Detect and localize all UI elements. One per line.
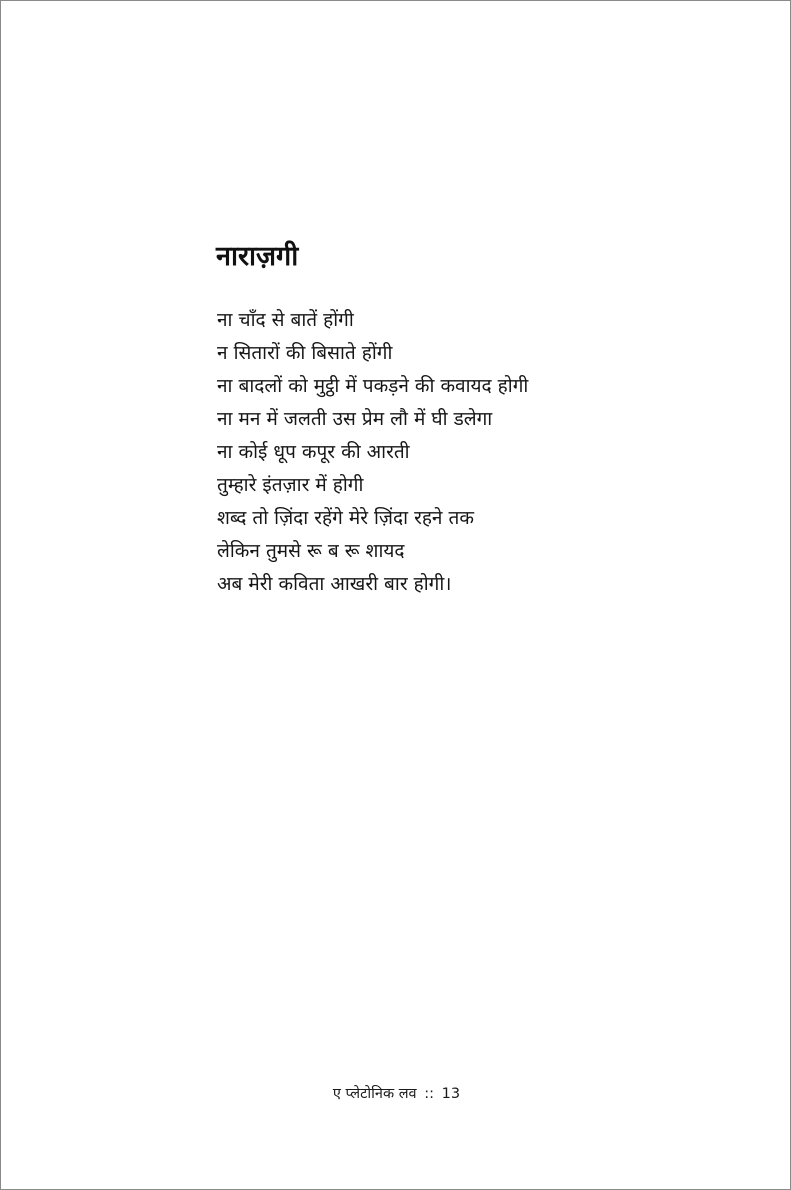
page-number: 13 <box>441 1086 461 1102</box>
page-footer <box>1 1081 791 1107</box>
poem-body <box>217 304 528 601</box>
poem-line-1: ना चाँद से बातें होंगी <box>217 309 354 331</box>
poem-line-5: ना कोई धूप कपूर की आरती <box>217 441 410 463</box>
poem-line-2: न सितारों की बिसाते होंगी <box>217 342 393 364</box>
poem-line-8: लेकिन तुमसे रू ब रू शायद <box>217 540 405 562</box>
poem-line-4: ना मन में जलती उस प्रेम लौ में घी डलेगा <box>217 408 493 430</box>
footer-separator: :: <box>424 1086 435 1102</box>
poem-line-3: ना बादलों को मुट्ठी में पकड़ने की कवायद होगी <box>217 375 529 397</box>
poem-line-9: अब मेरी कविता आखरी बार होगी। <box>217 573 452 595</box>
poem-line-7: शब्द तो ज़िंदा रहेंगे मेरे ज़िंदा रहने तक <box>217 507 474 529</box>
poem-title: नाराज़गी <box>216 241 299 272</box>
poem-line-6: तुम्हारे इंतज़ार में होगी <box>217 474 364 496</box>
footer-book-title: ए प्लेटोनिक लव <box>332 1086 417 1102</box>
